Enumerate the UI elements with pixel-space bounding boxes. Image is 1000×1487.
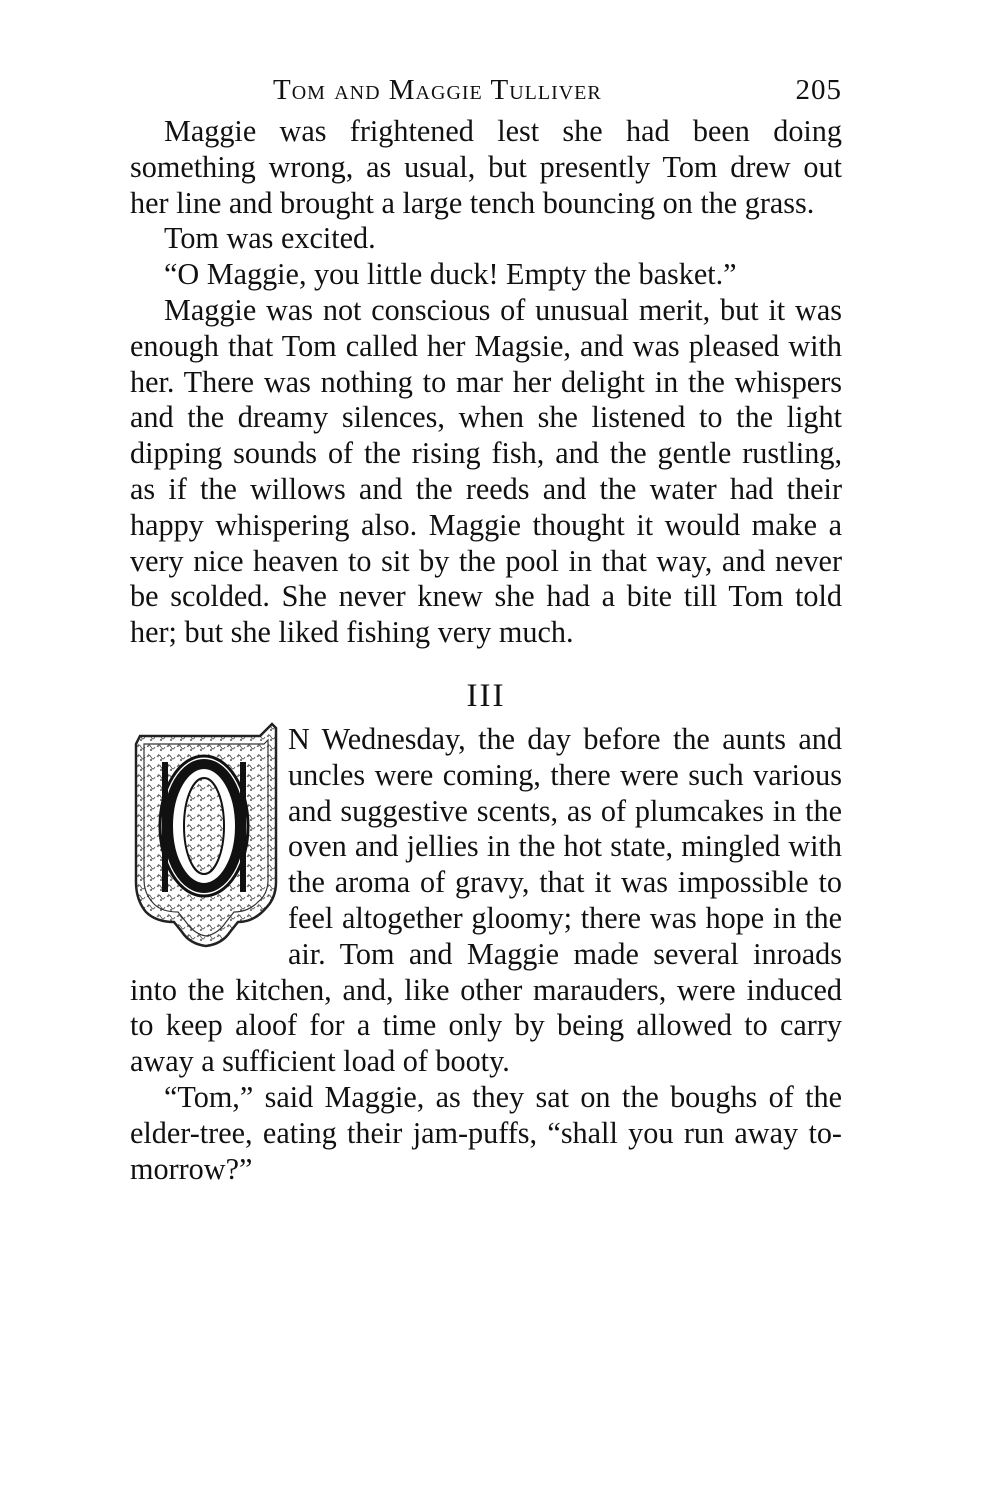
paragraph-1: Maggie was frightened lest she had been doing something wrong, as usual, but presently Tom drew out her line and brought a large tench bouncing on the grass. (130, 114, 842, 220)
book-page (130, 70, 842, 1187)
dropcap-paragraph-text: N Wednesday, the day before the aunts and uncles were coming, there were such various and suggestive scents, as of plumcakes in the oven and jellies in the hot state, mingled with the aroma of gravy, that it was impossible to feel altogether gloomy; there was hope in the air. Tom and Maggie made several inroads into the kitchen, and, like other marauders, were induced to keep aloof for a time only by being allowed to carry away a sufficient load of booty. (130, 721, 842, 1079)
running-title: Tom and Maggie Tulliver (273, 74, 602, 106)
paragraph-2: Tom was excited. (164, 221, 376, 256)
dropcap-paragraph (130, 722, 842, 1080)
section-heading: III (466, 677, 506, 714)
body-text (130, 114, 842, 651)
paragraph-3: “O Maggie, you little duck! Empty the basket.” (164, 257, 737, 292)
section-body (130, 722, 842, 1187)
page-number: 205 (795, 74, 842, 106)
last-paragraph: “Tom,” said Maggie, as they sat on the boughs of the elder-tree, eating their jam-puffs, “shall you run away to-morrow?” (130, 1079, 842, 1186)
paragraph-4: Maggie was not conscious of unusual merit, but it was enough that Tom called her Magsie, and was pleased with her. There was nothing to mar her delight in the whispers and the dreamy silences, when she listened to the light dipping sounds of the rising fish, and the gentle rustling, as if the willows and the reeds and the water had their happy whispering also. Maggie thought it would make a very nice heaven to sit by the pool in that way, and never be scolded. She never knew she had a bite till Tom told her; but she liked fishing very much. (130, 292, 842, 650)
running-header (130, 70, 842, 114)
ornamental-initial-icon (126, 722, 282, 948)
